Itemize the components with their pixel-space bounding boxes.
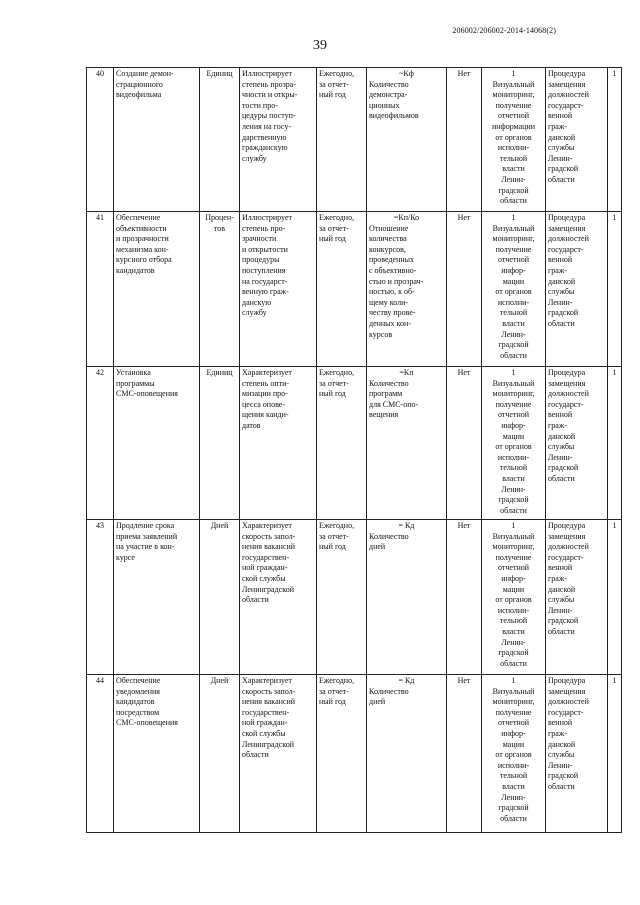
flag-cell: Нет [447, 212, 482, 367]
formula-cell [367, 520, 447, 675]
last-cell: 1 [608, 520, 622, 675]
formula-cell [367, 212, 447, 367]
unit-cell: Единиц [200, 367, 240, 520]
formula-cell [367, 675, 447, 833]
source-text: Визуальный мониторинг, получение отчетной инфор- мации от органов исполни- тельной власти Ленин- градской области [492, 378, 535, 515]
description-cell: Характеризует скорость запол- нения вакансий государствен- ной граждан- ской службы Ленинградской области [240, 675, 317, 833]
source-cell [482, 675, 546, 833]
source-number: 1 [511, 213, 516, 222]
frequency-cell: Ежегодно, за отчет- ный год [317, 68, 367, 212]
last-cell: 1 [608, 675, 622, 833]
indicator-name: Продление срока приема заявлений на участие в кон- курсе [114, 520, 200, 675]
procedure-cell: Процедура замещения должностей государст- венной граж- данской службы Ленин- градской области [546, 68, 608, 212]
unit-cell: Дней [200, 520, 240, 675]
source-number: 1 [511, 521, 516, 530]
formula: =Кп/Ко [393, 213, 420, 222]
description-cell: Иллюстрирует степень прозра- чности и откры- тости про- цедуры поступ- ления на госу- дарственную гражданскую службу [240, 68, 317, 212]
flag-cell: Нет [447, 68, 482, 212]
frequency-cell: Ежегодно, за отчет- ный год [317, 520, 367, 675]
indicator-name: Обеспечение уведомления кандидатов посредством СМС-оповещения [114, 675, 200, 833]
row-number: 44 [87, 675, 114, 833]
indicators-table [86, 67, 622, 833]
last-cell: 1 [608, 68, 622, 212]
source-cell [482, 520, 546, 675]
unit-cell: Процен- тов [200, 212, 240, 367]
formula-description: Количество программ для СМС-опо- вещения [369, 378, 419, 420]
procedure-cell: Процедура замещения должностей государст- венной граж- данской службы Ленин- градской области [546, 212, 608, 367]
source-text: Визуальный мониторинг, получение отчетной инфор- мации от органов исполни- тельной власти Ленин- градской области [492, 531, 535, 668]
procedure-cell: Процедура замещения должностей государст- венной граж- данской службы Ленин- градской области [546, 367, 608, 520]
description-cell: Характеризует скорость запол- нения вакансий государствен- ной граждан- ской службы Ленинградской области [240, 520, 317, 675]
row-number: 42 [87, 367, 114, 520]
table-row [87, 68, 622, 212]
source-cell [482, 68, 546, 212]
formula-cell [367, 68, 447, 212]
source-number: 1 [511, 69, 516, 78]
procedure-cell: Процедура замещения должностей государст- венной граж- данской службы Ленин- градской области [546, 675, 608, 833]
source-text: Визуальный мониторинг, получение отчетной инфор- мации от органов исполни- тельной власти Ленин- градской области [492, 686, 535, 823]
row-number: 43 [87, 520, 114, 675]
flag-cell: Нет [447, 520, 482, 675]
document-id: 206002/206002-2014-14068(2) [452, 26, 556, 35]
source-text: Визуальный мониторинг, получение отчетной информации от органов исполни- тельной власти Ленин- градской области [491, 79, 536, 206]
last-cell: 1 [608, 212, 622, 367]
flag-cell: Нет [447, 675, 482, 833]
indicator-name: Установка программы СМС-оповещения [114, 367, 200, 520]
frequency-cell: Ежегодно, за отчет- ный год [317, 367, 367, 520]
table-row [87, 520, 622, 675]
row-number: 41 [87, 212, 114, 367]
source-number: 1 [511, 676, 516, 685]
indicator-name: Создание демон- страционного видеофильма [114, 68, 200, 212]
procedure-cell: Процедура замещения должностей государст- венной граж- данской службы Ленин- градской области [546, 520, 608, 675]
flag-cell: Нет [447, 367, 482, 520]
source-cell [482, 212, 546, 367]
formula-description: Количество демонстра- ционных видеофильмов [369, 79, 419, 121]
source-text: Визуальный мониторинг, получение отчетной инфор- мации от органов исполни- тельной власти Ленин- градской области [492, 223, 535, 360]
formula: ~Кф [399, 69, 414, 78]
formula: = Кд [398, 521, 415, 530]
page-number: 39 [313, 38, 327, 53]
description-cell: Характеризует степень опти- мизации про- цесса опове- щения канди- датов [240, 367, 317, 520]
formula-cell [367, 367, 447, 520]
formula-description: Количество дней [369, 531, 409, 552]
formula: = Кд [398, 676, 415, 685]
table-row [87, 675, 622, 833]
formula-description: Отношение количества конкурсов, проведенных с объективно- стью и прозрач- ностью, к об- щему коли- честву прове- денных кон- курсов [369, 223, 424, 339]
row-number: 40 [87, 68, 114, 212]
frequency-cell: Ежегодно, за отчет- ный год [317, 675, 367, 833]
frequency-cell: Ежегодно, за отчет- ный год [317, 212, 367, 367]
unit-cell: Единиц [200, 68, 240, 212]
table-row [87, 212, 622, 367]
formula-description: Количество дней [369, 686, 409, 707]
indicator-name: Обеспечение объективности и прозрачности механизма кон- курсного отбора кандидатов [114, 212, 200, 367]
source-number: 1 [511, 368, 516, 377]
formula: =Кп [399, 368, 414, 377]
table-row [87, 367, 622, 520]
last-cell: 1 [608, 367, 622, 520]
description-cell: Иллюстрирует степень про- зрачности и открытости процедуры поступления на государст- венную граж- данскую службу [240, 212, 317, 367]
unit-cell: Дней [200, 675, 240, 833]
source-cell [482, 367, 546, 520]
